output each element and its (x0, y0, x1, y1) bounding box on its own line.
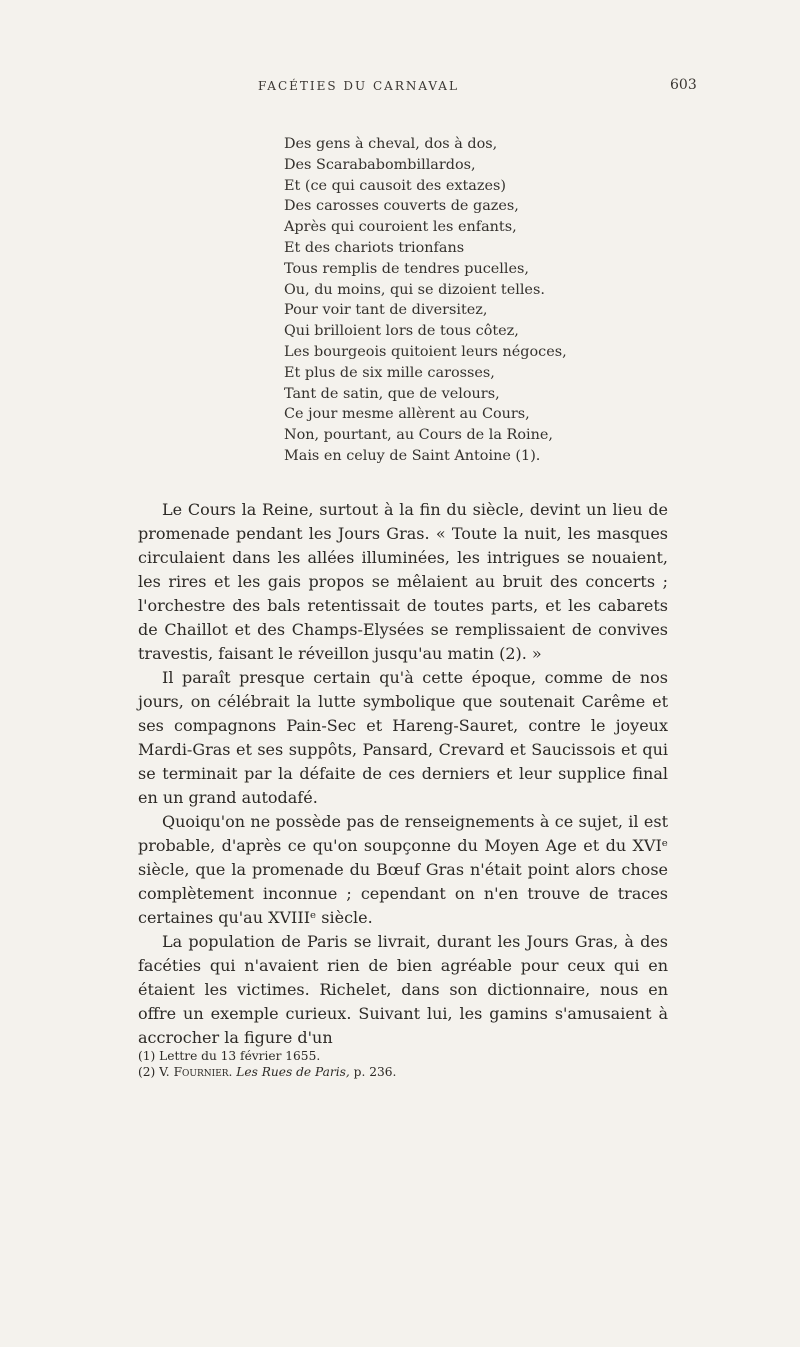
footnote-2-title: Les Rues de Paris, (236, 1065, 350, 1079)
verse-line: Ce jour mesme allèrent au Cours, (284, 406, 530, 423)
verse-line: Après qui couroient les enfants, (284, 219, 517, 236)
paragraph: Quoiqu'on ne possède pas de renseignements à ce sujet, il est probable, d'après ce qu'on soupçonne du Moyen Age et du XVIᵉ siècle, que la promenade du Bœuf Gras n'était point alors chose complètement inconnue ; cependant on n'en trouve de traces certaines qu'au XVIIIᵉ siècle. (138, 812, 668, 927)
verse-line: Tant de satin, que de velours, (284, 385, 500, 402)
footnote-2-prefix: (2) V. (138, 1065, 170, 1079)
paragraph: Le Cours la Reine, surtout à la fin du siècle, devint un lieu de promenade pendant les Jours Gras. « Toute la nuit, les masques circulaient dans les allées illuminées, les intrigues se nouaient, les rires et les gais propos se mêlaient au bruit des concerts ; l'orchestre des bals retentissait de toutes parts, et les cabarets de Chaillot et des Champs-Elysées se remplissaient de convives travestis, faisant le réveillon jusqu'au matin (2). » (138, 500, 668, 663)
footnote-1: (1) Lettre du 13 février 1655. (138, 1049, 321, 1063)
verse-line: Mais en celuy de Saint Antoine (1). (284, 447, 541, 464)
verse-line: Des gens à cheval, dos à dos, (284, 136, 498, 152)
page-number: 603 (670, 77, 697, 93)
verse-line: Non, pourtant, au Cours de la Roine, (284, 427, 553, 444)
footnote-2 (138, 1064, 668, 1080)
verse-line: Pour voir tant de diversitez, (284, 302, 488, 319)
verse-line: Les bourgeois quitoient leurs négoces, (284, 343, 567, 360)
body-text (138, 498, 668, 1050)
footnote-2-author: Fournier. (173, 1065, 233, 1079)
verse-line: Et (ce qui causoit des extazes) (284, 177, 506, 194)
paragraph: La population de Paris se livrait, durant les Jours Gras, à des facéties qui n'avaient rien de bien agréable pour ceux qui en étaient les victimes. Richelet, dans son dictionnaire, nous en offre un exemple curieux. Suivant lui, les gamins s'amusaient à accrocher la figure d'un (138, 932, 668, 1047)
verse-line: Et plus de six mille carosses, (284, 364, 495, 381)
verse-line: Ou, du moins, qui se dizoient telles. (284, 281, 545, 298)
verse-line: Et des chariots trionfans (284, 239, 465, 256)
verse-block (284, 134, 744, 467)
verse-line: Tous remplis de tendres pucelles, (284, 260, 529, 277)
running-title: FACÉTIES DU CARNAVAL (258, 79, 459, 93)
footnote-2-page: p. 236. (353, 1065, 397, 1079)
paragraph: Il paraît presque certain qu'à cette époque, comme de nos jours, on célébrait la lutte symbolique que soutenait Carême et ses compagnons Pain-Sec et Hareng-Sauret, contre le joyeux Mardi-Gras et ses suppôts, Pansard, Crevard et Saucissois et qui se terminait par la défaite de ces derniers et leur supplice final en un grand autodafé. (138, 668, 668, 807)
verse-line: Des Scarababombillardos, (284, 156, 476, 173)
verse-line: Qui brilloient lors de tous côtez, (284, 323, 519, 340)
footnotes (138, 1048, 668, 1080)
verse-line: Des carosses couverts de gazes, (284, 198, 519, 215)
